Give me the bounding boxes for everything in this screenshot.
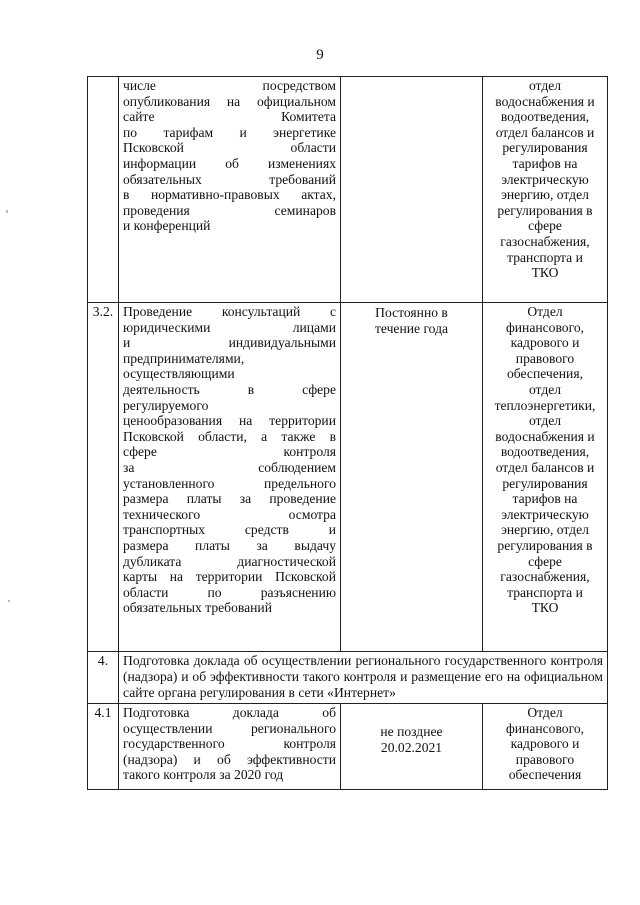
- text-line: газоснабжения,: [500, 233, 590, 249]
- text-line: газоснабжения,: [500, 569, 590, 585]
- text-line: энергию, отдел: [501, 187, 589, 203]
- term-cell: [341, 704, 483, 790]
- text-line: финансового,: [505, 319, 585, 335]
- text-line: деятельность в сфере: [123, 381, 336, 397]
- text-line: ТКО: [531, 600, 559, 616]
- text-line: опубликования на официальном: [123, 93, 336, 109]
- text-line: электрическую: [501, 506, 589, 522]
- text-line: водоснабжения и: [495, 93, 595, 109]
- table-row-4: [88, 652, 608, 704]
- page-number: 9: [316, 47, 324, 63]
- activity-cell: [119, 303, 341, 652]
- text-line: кадрового и: [510, 736, 580, 752]
- text-line: сфере контроля: [123, 444, 336, 460]
- text-line: отдел балансов и: [495, 459, 595, 475]
- text-line: дубликата диагностической: [123, 553, 336, 569]
- activity-cell: [119, 704, 341, 790]
- text-line: Псковской области, а также в: [123, 428, 336, 444]
- text-line: регулирования: [502, 140, 588, 156]
- section-heading-cell: Подготовка доклада об осуществлении регионального государственного контроля (надзора) и об эффективности такого контроля и размещение его на официальном сайте органа регулирования в сети «Интернет»: [119, 652, 608, 704]
- text-line: и конференций: [123, 218, 211, 234]
- text-line: ТКО: [531, 265, 559, 281]
- text-line: осуществляющими: [123, 366, 235, 382]
- text-line: электрическую: [501, 171, 589, 187]
- text-line: за соблюдением: [123, 459, 336, 475]
- row-number: [88, 77, 119, 303]
- activity-cell: [119, 77, 341, 303]
- text-line: кадрового и: [510, 335, 580, 351]
- text-line: осуществлении регионального: [123, 720, 336, 736]
- table-row-continued: [88, 77, 608, 303]
- text-line: отдел: [528, 413, 562, 429]
- row-number: 4.1: [88, 704, 119, 790]
- table-row-4-1: [88, 704, 608, 790]
- text-line: правового: [515, 350, 575, 366]
- plan-table: [87, 76, 608, 790]
- text-line: проведения семинаров: [123, 202, 336, 218]
- responsible-cell: [483, 704, 608, 790]
- text-line: сфере: [528, 218, 562, 234]
- text-line: Отдел: [527, 304, 563, 319]
- text-line: регулирования в: [497, 537, 593, 553]
- text-line: такого контроля за 2020 год: [123, 767, 284, 783]
- text-line: 20.02.2021: [380, 739, 443, 755]
- text-line: не позднее: [380, 724, 443, 739]
- text-line: тарифов на: [512, 155, 578, 171]
- text-line: водоотведения,: [500, 444, 590, 460]
- text-line: государственного контроля: [123, 736, 336, 752]
- text-line: финансового,: [505, 720, 585, 736]
- text-line: области по разъяснению: [123, 584, 336, 600]
- text-line: транспорта и: [507, 249, 583, 265]
- text-line: регулируемого: [123, 397, 209, 413]
- text-line: регулирования: [502, 475, 588, 491]
- text-line: отдел: [528, 381, 562, 397]
- text-line: теплоэнергетики,: [494, 397, 596, 413]
- text-line: обеспечения,: [507, 366, 583, 382]
- text-line: по тарифам и энергетике: [123, 124, 336, 140]
- text-line: Отдел: [527, 705, 563, 720]
- text-line: информации об изменениях: [123, 155, 336, 171]
- text-line: предпринимателями,: [123, 350, 245, 366]
- text-line: в нормативно-правовых актах,: [123, 187, 336, 203]
- text-line: обязательных требований: [123, 600, 272, 616]
- text-line: и индивидуальными: [123, 335, 336, 351]
- text-line: Проведение консультаций с: [123, 304, 336, 319]
- text-line: числе посредством: [123, 78, 336, 93]
- term-cell: [341, 303, 483, 652]
- text-line: ценообразования на территории: [123, 413, 336, 429]
- term-cell: [341, 77, 483, 303]
- text-line: технического осмотра: [123, 506, 336, 522]
- text-line: размера платы за выдачу: [123, 537, 336, 553]
- text-line: размера платы за проведение: [123, 491, 336, 507]
- text-line: обязательных требований: [123, 171, 336, 187]
- responsible-cell: [483, 77, 608, 303]
- text-line: водоснабжения и: [495, 428, 595, 444]
- row-number: 3.2.: [88, 303, 119, 652]
- text-line: отдел: [528, 78, 562, 93]
- scan-speck: [8, 600, 10, 602]
- scan-speck: [6, 210, 8, 213]
- text-line: сайте Комитета: [123, 109, 336, 125]
- table-row-3-2: [88, 303, 608, 652]
- text-line: Псковской области: [123, 140, 336, 156]
- text-line: отдел балансов и: [495, 124, 595, 140]
- text-line: правового: [515, 751, 575, 767]
- text-line: обеспечения: [508, 767, 582, 783]
- text-line: энергию, отдел: [501, 522, 589, 538]
- text-line: транспортных средств и: [123, 522, 336, 538]
- text-line: течение года: [374, 320, 449, 336]
- row-number: 4.: [88, 652, 119, 704]
- text-line: (надзора) и об эффективности: [123, 751, 336, 767]
- text-line: Подготовка доклада об: [123, 705, 336, 720]
- text-line: транспорта и: [507, 584, 583, 600]
- responsible-cell: [483, 303, 608, 652]
- text-line: юридическими лицами: [123, 319, 336, 335]
- text-line: тарифов на: [512, 491, 578, 507]
- text-line: водоотведения,: [500, 109, 590, 125]
- text-line: сфере: [528, 553, 562, 569]
- text-line: регулирования в: [497, 202, 593, 218]
- text-line: установленного предельного: [123, 475, 336, 491]
- text-line: карты на территории Псковской: [123, 569, 336, 585]
- text-line: Постоянно в: [375, 305, 448, 320]
